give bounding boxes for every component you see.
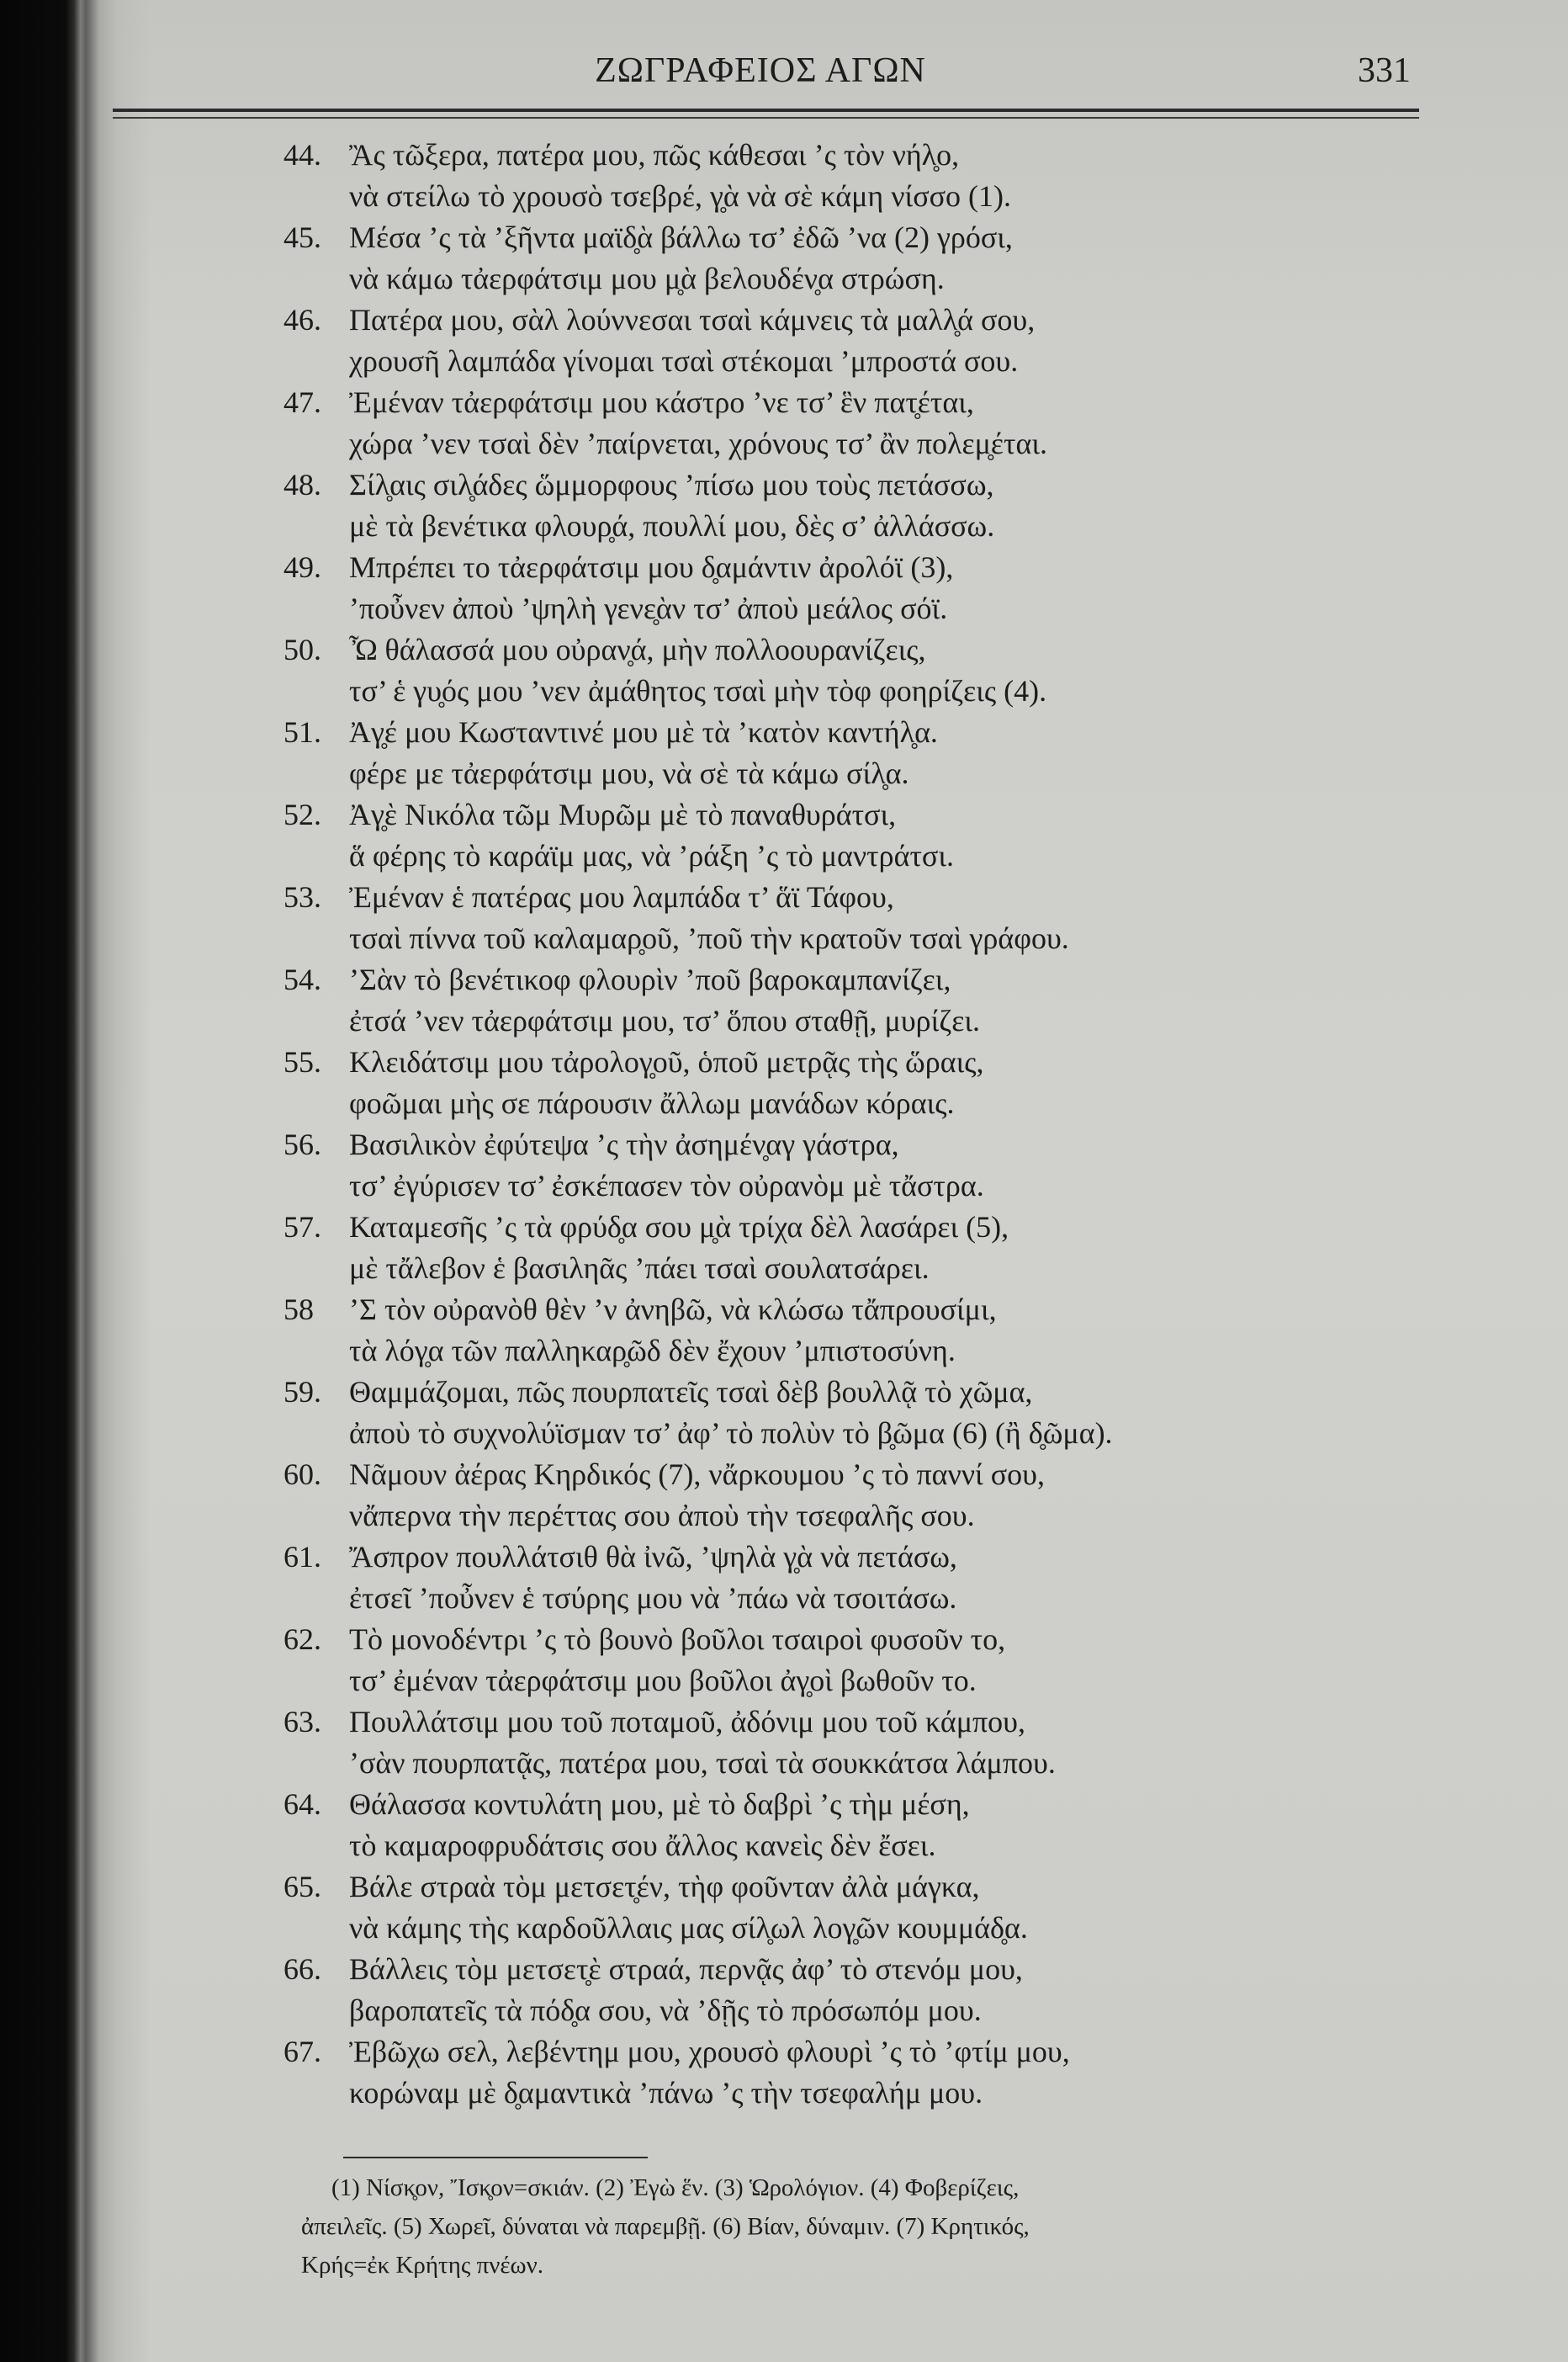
header-rule-thick <box>113 109 1419 112</box>
verse-line: ἐτσά ’νεν τἀερφάτσιμ μου, τσ’ ὅπου σταθῇ, μυρίζει. <box>349 1004 981 1038</box>
verse-line: Βάλε στραὰ τὸμ μετσετ̥έν, τὴφ φοῦνταν ἀλὰ μάγκα, <box>349 1870 980 1903</box>
verse-line: Μπρέπει το τἀερφάτσιμ μου δ̥αμάντιν ἀρολόϊ (3), <box>349 550 954 584</box>
verse-line: Πουλλάτσιμ μου τοῦ ποταμοῦ, ἀδόνιμ μου τοῦ κάμπου, <box>349 1705 1025 1738</box>
verse-line: νὰ στείλω τὸ χρουσὸ τσεβρέ, γ̥ὰ νὰ σὲ κάμη νίσσο (1). <box>349 179 1011 213</box>
verse-line: χρουσῆ λαμπάδα γίνομαι τσαὶ στέκομαι ’μπροστά σου. <box>349 344 1019 378</box>
verse-line: ’Σὰν τὸ βενέτικοφ φλουρὶν ’ποῦ βαροκαμπανίζει, <box>349 963 951 996</box>
verse-line: ’Σ τὸν οὐρανὸθ θὲν ’ν ἀνηβῶ, νὰ κλώσω τἄπρουσίμι, <box>349 1292 997 1326</box>
verse-59 <box>283 1372 1113 1454</box>
verse-line: μὲ τἄλεβον ἑ βασιληᾶς ’πάει τσαὶ σουλατσάρει. <box>349 1251 930 1285</box>
verse-line: Βασιλικὸν ἐφύτεψα ’ς τὴν ἀσημέν̥αγ γάστρα, <box>349 1128 899 1161</box>
verse-line: Ἐβῶχω σελ, λεβέντημ μου, χρουσὸ φλουρὶ ’ς τὸ ’φτίμ μου, <box>349 2035 1070 2068</box>
verse-48 <box>283 464 1113 547</box>
verse-line: τὰ λόγ̥α τῶν παλληκαρ̥ῶδ δὲν ἔχουν ’μπιστοσύνη. <box>349 1334 956 1367</box>
verse-number: 64. <box>283 1787 321 1821</box>
verse-line: Ἄσπρον πουλλάτσιθ θὰ ἰνῶ, ’ψηλὰ γ̥ὰ νὰ πετάσω, <box>349 1540 957 1574</box>
verse-line: Ἂς τῶξερα, πατέρα μου, πῶς κάθεσαι ’ς τὸν νήλ̥ο, <box>349 138 960 172</box>
verse-number: 53. <box>283 880 321 914</box>
verse-line: φοῶμαι μὴς σε πάρουσιν ἄλλωμ μανάδων κόραις. <box>349 1086 955 1120</box>
verse-55 <box>283 1042 1113 1124</box>
verse-number: 51. <box>283 715 321 749</box>
verse-62 <box>283 1619 1113 1701</box>
verse-56 <box>283 1124 1113 1207</box>
verse-line: ἀποὺ τὸ συχνολύϊσμαν τσ’ ἀφ’ τὸ πολὺν τὸ β̥ῶμα (6) (ἢ δ̥ῶμα). <box>349 1416 1113 1450</box>
verse-67 <box>283 2031 1113 2114</box>
verse-number: 48. <box>283 468 321 502</box>
footnote-line: Κρής=ἐκ Κρήτης πνέων. <box>301 2252 543 2279</box>
verse-66 <box>283 1949 1113 2031</box>
verse-list <box>283 135 1113 2114</box>
verse-number: 56. <box>283 1128 321 1161</box>
verse-52 <box>283 794 1113 877</box>
verse-number: 67. <box>283 2035 321 2068</box>
verse-65 <box>283 1866 1113 1949</box>
verse-line: χώρα ’νεν τσαὶ δὲν ’παίρνεται, χρόνους τσ’ ἂν πολεμ̥έται. <box>349 427 1048 460</box>
verse-line: τὸ καμαροφρυδάτσις σου ἄλλος κανεὶς δὲν ἔσει. <box>349 1829 936 1862</box>
running-header-title: ΖΩΓΡΑΦΕΙΟΣ ΑΓΩΝ <box>595 51 926 90</box>
verse-line: κορώναμ μὲ δ̥αμαντικὰ ’πάνω ’ς τὴν τσεφαλήμ μου. <box>349 2076 983 2110</box>
verse-line: Θαμμάζομαι, πῶς πουρπατεῖς τσαὶ δὲβ βουλλᾷ τὸ χῶμα, <box>349 1375 1033 1409</box>
verse-line: ἐτσεῖ ’ποὖνεν ἑ τσύρης μου νὰ ’πάω νὰ τσοιτάσω. <box>349 1581 957 1615</box>
verse-number: 59. <box>283 1375 321 1409</box>
verse-line: Ὦ θάλασσά μου οὐραν̥ά, μὴν πολλοουρανίζεις, <box>349 633 926 666</box>
verse-number: 60. <box>283 1457 321 1491</box>
verse-line: Ἐμέναν τἀερφάτσιμ μου κάστρο ’νε τσ’ ἓν πατ̥έται, <box>349 385 974 419</box>
verse-53 <box>283 877 1113 959</box>
verse-line: Καταμεσῆς ’ς τὰ φρύδ̥α σου μ̥ὰ τρίχα δὲλ λασάρει (5), <box>349 1210 1009 1244</box>
verse-number: 55. <box>283 1045 321 1079</box>
verse-number: 50. <box>283 633 321 666</box>
verse-number: 44. <box>283 138 321 172</box>
verse-line: Βάλλεις τὸμ μετσετ̥ὲ στραά, περνᾷς ἀφ’ τὸ στενόμ μου, <box>349 1952 1023 1986</box>
verse-line: τσ’ ἐμέναν τἀερφάτσιμ μου βοῦλοι ἀγ̥οὶ βωθοῦν το. <box>349 1664 977 1697</box>
verse-line: νὰ κάμης τὴς καρδοῦλλαις μας σίλ̥ωλ λογ̥ῶν κουμμάδ̥α. <box>349 1911 1028 1945</box>
verse-line: Τὸ μονοδέντρι ’ς τὸ βουνὸ βοῦλοι τσαιροὶ φυσοῦν το, <box>349 1622 1006 1656</box>
verse-line: νὰ κάμω τἀερφάτσιμ μου μ̥ὰ βελουδέν̥α στρώση. <box>349 262 945 295</box>
verse-51 <box>283 712 1113 794</box>
verse-61 <box>283 1537 1113 1619</box>
verse-number: 58 <box>283 1292 314 1326</box>
verse-line: τσ’ ἐγύρισεν τσ’ ἐσκέπασεν τὸν οὐρανὸμ μὲ τἄστρα. <box>349 1169 984 1202</box>
binding-shadow <box>0 0 151 2362</box>
verse-number: 57. <box>283 1210 321 1244</box>
verse-line: ’ποὖνεν ἀποὺ ’ψηλὴ γενε̥ὰν τσ’ ἀποὺ μεάλος σόϊ. <box>349 592 948 625</box>
verse-45 <box>283 217 1113 300</box>
footnote-line: ἀπειλεῖς. (5) Χωρεῖ, δύναται νὰ παρεμβῇ. (6) Βίαν, δύναμιν. (7) Κρητικός, <box>301 2213 1030 2240</box>
verse-line: βαροπατεῖς τὰ πόδ̥α σου, νὰ ’δῇς τὸ πρόσωπόμ μου. <box>349 1993 982 2027</box>
verse-number: 62. <box>283 1622 321 1656</box>
verse-line: Νᾶμουν ἀέρας Κηρδικός (7), νἄρκουμου ’ς τὸ παννί σου, <box>349 1457 1045 1491</box>
verse-line: τσαὶ πίννα τοῦ καλαμαρ̥οῦ, ’ποῦ τὴν κρατοῦν τσαὶ γράφου. <box>349 921 1069 955</box>
footnote-rule <box>343 2157 648 2158</box>
footnote-line: (1) Νίσκ̥ον, Ἴσκ̥ον=σκιάν. (2) Ἐγὼ ἕν. (3) Ὡρολόγιον. (4) Φοβερίζεις, <box>331 2174 1020 2201</box>
verse-number: 54. <box>283 963 321 996</box>
verse-line: Ἀγ̥ὲ Νικόλα τῶμ Μυρῶμ μὲ τὸ παναθυράτσι, <box>349 798 897 831</box>
verse-46 <box>283 300 1113 382</box>
verse-line: ἅ φέρης τὸ καράϊμ μας, νὰ ’ράξη ’ς τὸ μαντράτσι. <box>349 839 955 873</box>
verse-50 <box>283 629 1113 712</box>
verse-line: νἄπερνα τὴν περέττας σου ἀποὺ τὴν τσεφαλῆς σου. <box>349 1499 975 1532</box>
verse-line: φέρε με τἀερφάτσιμ μου, νὰ σὲ τὰ κάμω σίλ̥α. <box>349 756 909 790</box>
verse-49 <box>283 547 1113 629</box>
verse-line: τσ’ ἑ γυ̥ός μου ’νεν ἀμάθητος τσαὶ μὴν τὸφ φοηρίζεις (4). <box>349 674 1047 708</box>
verse-line: Ἐμέναν ἑ πατέρας μου λαμπάδα τ’ ἅϊ Τάφου, <box>349 880 894 914</box>
verse-64 <box>283 1784 1113 1866</box>
verse-number: 52. <box>283 798 321 831</box>
verse-line: Σίλ̥αις σιλ̥άδες ὥμμορφους ’πίσω μου τοὺς πετάσσω, <box>349 468 994 502</box>
footnotes <box>301 2168 1030 2285</box>
verse-57 <box>283 1207 1113 1289</box>
verse-line: Θάλασσα κοντυλάτη μου, μὲ τὸ δαβρὶ ’ς τὴμ μέση, <box>349 1787 970 1821</box>
verse-number: 65. <box>283 1870 321 1903</box>
verse-47 <box>283 382 1113 464</box>
verse-number: 45. <box>283 220 321 254</box>
verse-number: 46. <box>283 303 321 337</box>
verse-line: ’σὰν πουρπατᾷς, πατέρα μου, τσαὶ τὰ σουκκάτσα λάμπου. <box>349 1746 1056 1780</box>
verse-number: 63. <box>283 1705 321 1738</box>
verse-60 <box>283 1454 1113 1537</box>
header-rule-thin <box>113 117 1419 119</box>
verse-line: Πατέρα μου, σὰλ λούννεσαι τσαὶ κάμνεις τὰ μαλλ̥ά σου, <box>349 303 1036 337</box>
verse-44 <box>283 135 1113 217</box>
verse-54 <box>283 959 1113 1042</box>
verse-number: 61. <box>283 1540 321 1574</box>
page-number: 331 <box>1358 51 1411 90</box>
verse-58 <box>283 1289 1113 1372</box>
verse-line: Μέσα ’ς τὰ ’ξῆντα μαϊδ̥ὰ βάλλω τσ’ ἐδῶ ’να (2) γρόσι, <box>349 220 1013 254</box>
verse-line: μὲ τὰ βενέτικα φλουρ̥ά, πουλλί μου, δὲς σ’ ἀλλάσσω. <box>349 509 995 543</box>
verse-number: 47. <box>283 385 321 419</box>
verse-line: Κλειδάτσιμ μου τἀρολογ̥οῦ, ὁποῦ μετρᾷς τὴς ὥραις, <box>349 1045 984 1079</box>
verse-line: Ἀγ̥έ μου Κωσταντινέ μου μὲ τὰ ’κατὸν καντήλ̥α. <box>349 715 938 749</box>
verse-number: 49. <box>283 550 321 584</box>
verse-number: 66. <box>283 1952 321 1986</box>
verse-63 <box>283 1701 1113 1784</box>
